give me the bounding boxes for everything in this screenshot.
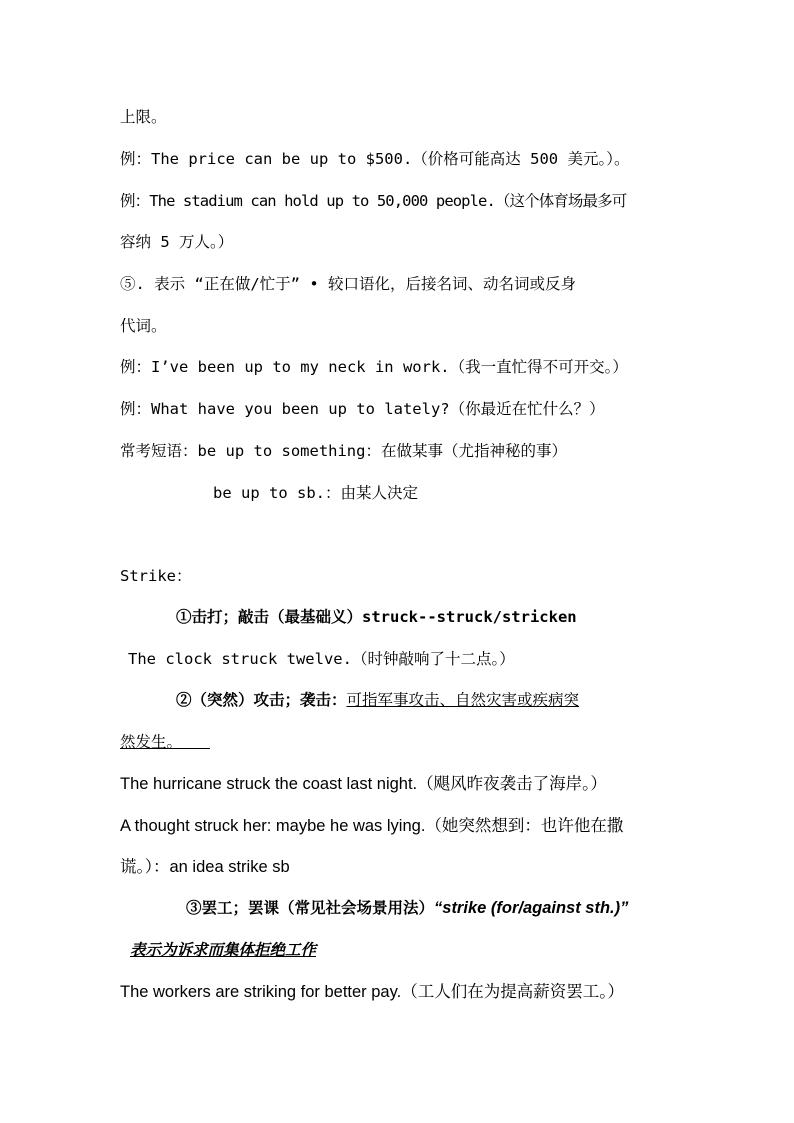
sense-heading — [176, 689, 579, 711]
example-line: The workers are striking for better pay.（工人们在为提高薪资罢工。） — [120, 983, 624, 1001]
text-line: 代词。 — [120, 317, 167, 335]
example-line: 例：The stadium can hold up to 50,000 people.（这个体育场最多可 — [120, 192, 627, 210]
sense-note: 表示为诉求而集体拒绝工作 — [130, 941, 317, 959]
sense-heading-label: ②（突然）攻击；袭击： — [176, 691, 347, 709]
example-line: A thought struck her: maybe he was lying.（她突然想到：也许他在撒 — [120, 817, 624, 835]
sense-heading-label: ③罢工；罢课（常见社会场景用法） — [186, 899, 435, 917]
phrase-line: be up to sb.：由某人决定 — [213, 484, 418, 502]
sense-pattern: “strike (for/against sth.)” — [434, 899, 629, 917]
text-line: 容纳 5 万人。） — [120, 233, 234, 251]
example-line: The hurricane struck the coast last night.（飓风昨夜袭击了海岸。） — [120, 775, 607, 793]
word-heading: Strike： — [120, 567, 192, 585]
example-line: 谎。）：an idea strike sb — [120, 858, 290, 876]
sense-heading — [186, 897, 628, 919]
sense-heading: ①击打；敲击（最基础义）struck--struck/stricken — [176, 608, 577, 626]
example-line: The clock struck twelve.（时钟敲响了十二点。） — [128, 650, 515, 668]
section-heading: ⑤. 表示 “正在做/忙于” • 较口语化，后接名词、动名词或反身 — [120, 275, 576, 293]
example-line: 例：What have you been up to lately?（你最近在忙什么？） — [120, 400, 605, 418]
example-line: 例：The price can be up to $500.（价格可能高达 500 美元。）。 — [120, 150, 630, 168]
text-line: 上限。 — [120, 108, 167, 126]
example-line: 例：I’ve been up to my neck in work.（我一直忙得不可开交。） — [120, 358, 628, 376]
sense-note: 可指军事攻击、自然灾害或疾病突 — [346, 691, 580, 709]
sense-note: 然发生。 — [120, 733, 210, 751]
phrase-line: 常考短语：be up to something：在做某事（尤指神秘的事） — [120, 442, 567, 460]
